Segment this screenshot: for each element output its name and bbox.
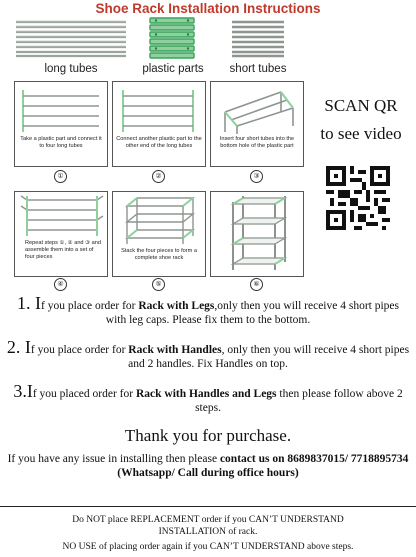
step-2-number: ②: [152, 170, 165, 183]
instruction-1-number: 1. I: [16, 293, 41, 313]
step-3-number: ③: [250, 170, 263, 183]
instruction-3: 3.If you placed order for Rack with Handles and Legs then please follow above 2 steps.: [13, 381, 403, 414]
instruction-3-highlight: Rack with Handles and Legs: [135, 388, 277, 400]
step-3-diagram: [211, 82, 303, 136]
step-6-panel: [210, 191, 304, 277]
footer-line-2: INSTALLATION of rack.: [158, 527, 258, 537]
step-2-panel: [112, 81, 206, 167]
step-1-number: ①: [54, 170, 67, 183]
step-2-caption: Connect another plastic part to the other end of the long tubes: [116, 136, 202, 149]
step-6-number: ⑥: [250, 278, 263, 291]
step-5-diagram: [113, 192, 205, 248]
scan-qr-heading: SCAN QR: [324, 96, 398, 115]
contact-phone: contact us on 8689837015/ 7718895734 (Whatsapp/ Call during office hours): [117, 453, 409, 479]
qr-code[interactable]: [326, 166, 390, 230]
short-tubes-image: [230, 18, 286, 58]
step-5-number: ⑤: [152, 278, 165, 291]
thank-you-text: Thank you for purchase.: [124, 426, 292, 445]
step-1-panel: [14, 81, 108, 167]
step-4-caption: Repeat steps ①, ② and ③ and assemble them into a set of four pieces: [25, 240, 101, 260]
step-3-panel: [210, 81, 304, 167]
plastic-parts-image: [146, 16, 198, 62]
step-2-diagram: [113, 82, 205, 136]
footer-line-1: Do NOT place REPLACEMENT order if you CAN’T UNDERSTAND: [72, 515, 344, 525]
scan-qr-subheading: to see video: [320, 124, 402, 143]
instruction-3-number: 3.I: [13, 381, 33, 401]
instruction-2-highlight: Rack with Handles: [128, 344, 222, 356]
instruction-1: 1. If you place order for Rack with Legs,only then you will receive 4 short pipes with leg caps. Please fix them to the bottom.: [16, 293, 400, 326]
long-tubes-image: [14, 18, 128, 58]
page-title: Shoe Rack Installation Instructions: [95, 1, 321, 16]
contact-info: If you have any issue in installing then please contact us on 8689837015/ 7718895734 (Whatsapp/ Call during office hours): [7, 453, 409, 479]
step-1-caption: Take a plastic part and connect it to four long tubes: [20, 136, 102, 149]
step-3-caption: Insert four short tubes into the bottom hole of the plastic part: [219, 136, 295, 149]
instruction-2-number: 2. I: [6, 337, 31, 357]
plastic-parts-label: plastic parts: [142, 63, 204, 75]
long-tubes-label: long tubes: [44, 63, 98, 75]
step-4-panel: [14, 191, 108, 277]
footer-line-3: NO USE of placing order again if you CAN’T UNDERSTAND above steps.: [62, 542, 354, 552]
instruction-1-highlight: Rack with Legs: [138, 300, 215, 312]
step-5-caption: Stack the four pieces to form a complete shoe rack: [121, 248, 197, 261]
step-4-diagram: [15, 192, 107, 240]
step-5-panel: [112, 191, 206, 277]
instruction-2: 2. If you place order for Rack with Handles, only then you will receive 4 short pipes and 2 handles. Fix Handles on top.: [6, 337, 410, 370]
step-4-number: ④: [54, 278, 67, 291]
step-6-diagram: [211, 192, 303, 276]
step-1-diagram: [15, 82, 107, 136]
short-tubes-label: short tubes: [229, 63, 287, 75]
